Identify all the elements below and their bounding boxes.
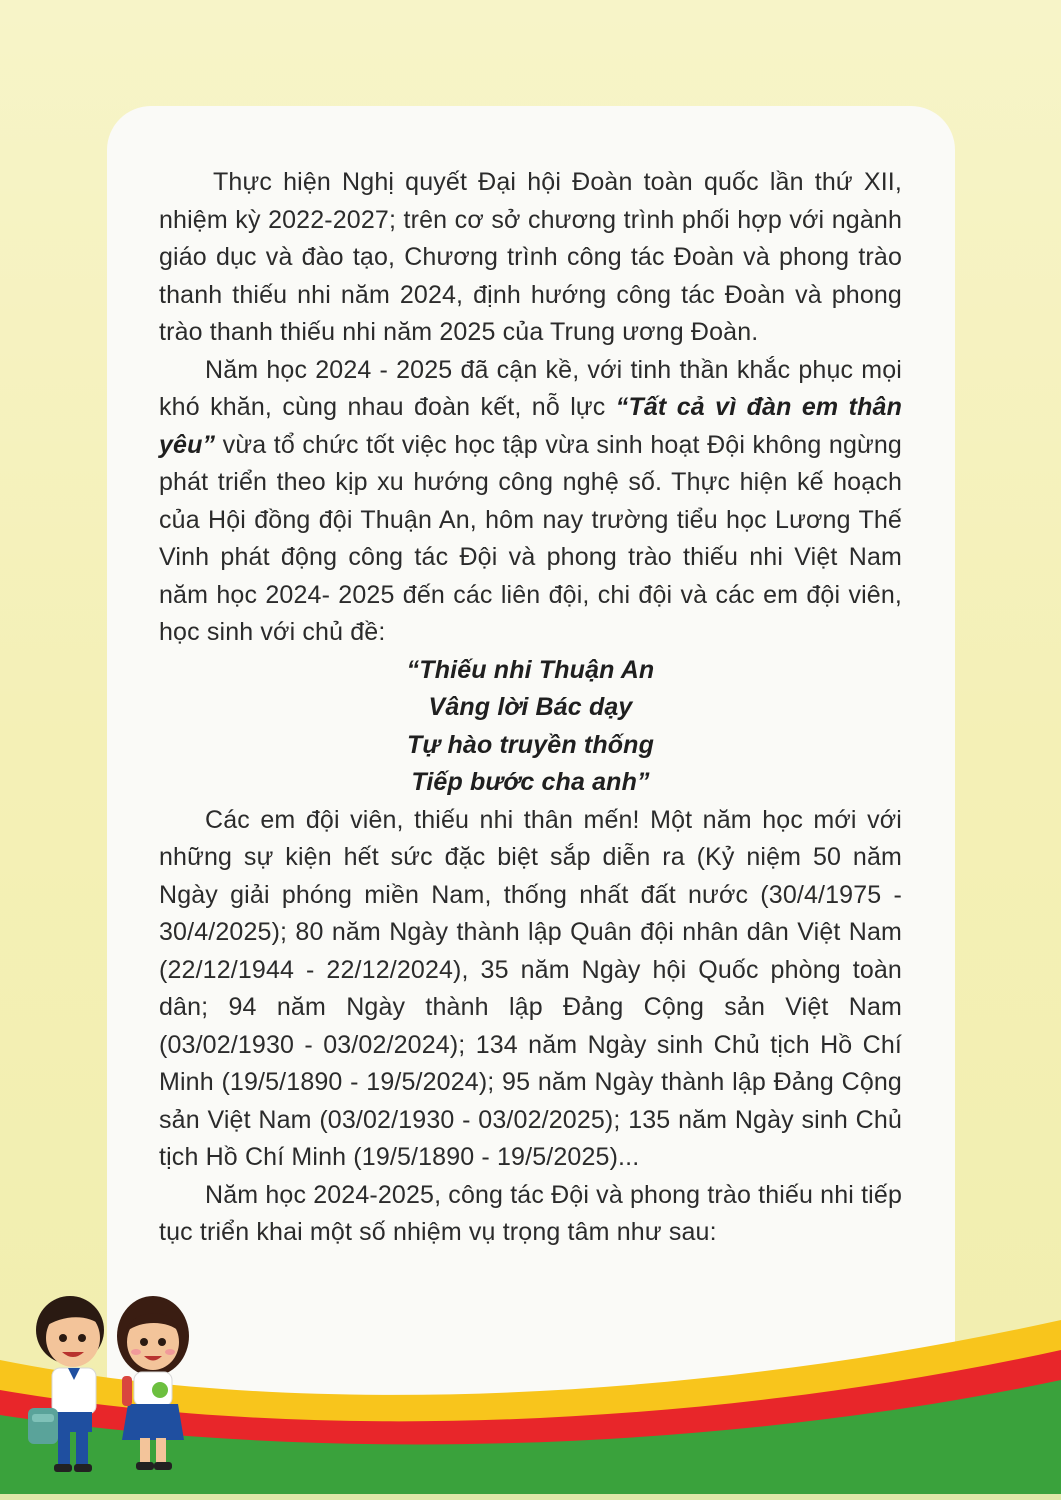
paragraph-school-year: [159, 352, 902, 652]
paragraph-events: Các em đội viên, thiếu nhi thân mến! Một năm học mới với những sự kiện hết sức đặc biệt sắp diễn ra (Kỷ niệm 50 năm Ngày giải phóng miền Nam, thống nhất đất nước (30/4/1975 - 30/4/2025); 80 năm Ngày thành lập Quân đội nhân dân Việt Nam (22/12/1944 - 22/12/2024), 35 năm Ngày hội Quốc phòng toàn dân; 94 năm Ngày thành lập Đảng Cộng sản Việt Nam (03/02/1930 - 03/02/2024); 134 năm Ngày sinh Chủ tịch Hồ Chí Minh (19/5/1890 - 19/5/2024); 95 năm Ngày thành lập Đảng Cộng sản Việt Nam (03/02/1930 - 03/02/2025); 135 năm Ngày sinh Chủ tịch Hồ Chí Minh (19/5/1890 - 19/5/2025)...: [159, 805, 902, 1171]
motto-line-2: Vâng lời Bác dạy: [428, 693, 633, 721]
boy-figure: [28, 1296, 104, 1472]
motto-line-4: Tiếp bước cha anh”: [411, 768, 650, 796]
paragraph-school-year-end: vừa tổ chức tốt việc học tập vừa sinh hoạt Đội không ngừng phát triển theo kịp xu hướng công nghệ số. Thực hiện kế hoạch của Hội đồng đội Thuận An, hôm nay trường tiểu học Lương Thế Vinh phát động công tác Đội và phong trào thiếu nhi Việt Nam năm học 2024- 2025 đến các liên đội, chi đội và các em đội viên, học sinh với chủ đề:: [159, 430, 902, 646]
paragraph-intro: Thực hiện Nghị quyết Đại hội Đoàn toàn quốc lần thứ XII, nhiệm kỳ 2022-2027; trên cơ sở chương trình phối hợp với ngành giáo dục và đào tạo, Chương trình công tác Đoàn và phong trào thanh thiếu nhi năm 2024, định hướng công tác Đoàn và phong trào thanh thiếu nhi năm 2025 của Trung ương Đoàn.: [159, 168, 902, 346]
paragraph-school-year-start: Năm học 2024 - 2025 đã cận kề, với tinh thần khắc phục mọi khó khăn, cùng nhau đoàn kết, nỗ lực: [159, 355, 902, 421]
slogan-emphasis: “Tất cả vì đàn em thân yêu”: [159, 393, 902, 459]
document-body: [159, 164, 902, 1252]
motto-line-1: “Thiếu nhi Thuận An: [406, 655, 655, 684]
bottom-strip: [0, 1494, 1061, 1500]
girl-figure: [117, 1296, 189, 1470]
students-illustration: [18, 1290, 198, 1480]
paragraph-tasks: Năm học 2024-2025, công tác Đội và phong trào thiếu nhi tiếp tục triển khai một số nhiệm vụ trọng tâm như sau:: [159, 1180, 902, 1246]
motto-line-3: Tự hào truyền thống: [406, 730, 655, 759]
